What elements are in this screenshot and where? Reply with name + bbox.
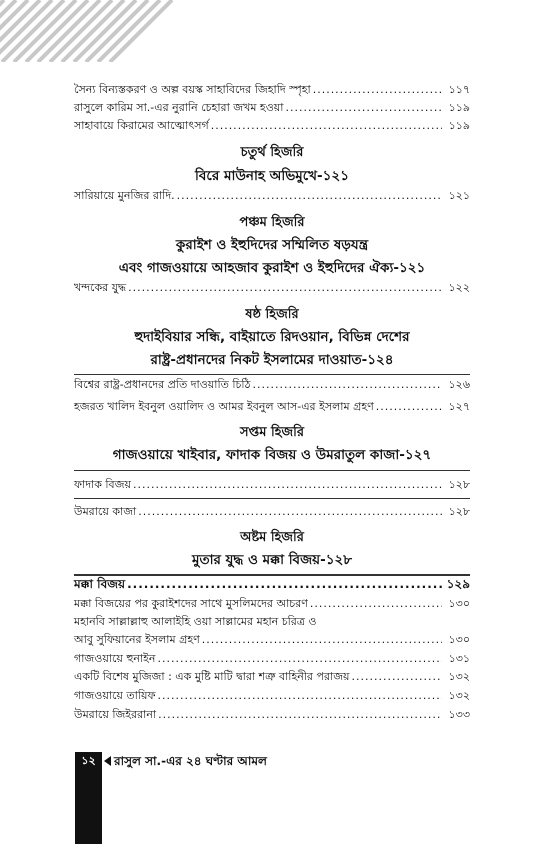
dot-leader [128, 279, 442, 296]
dot-leader [157, 650, 442, 667]
toc-entry-page: ১২৬ [448, 378, 470, 391]
toc-entry-title: আবু সুফিয়ানের ইসলাম গ্রহণ [74, 633, 200, 646]
toc-entry[interactable] [74, 398, 470, 415]
toc-entry[interactable] [74, 117, 470, 134]
dot-leader [211, 117, 442, 134]
toc-entry-page: ১২২ [448, 281, 470, 294]
section-5-label: পঞ্চম হিজরি [239, 215, 305, 230]
toc-entry-page: ১৩২ [448, 689, 470, 702]
toc-entry-title: খন্দকের যুদ্ধ [74, 281, 127, 294]
toc-entry-title: উমরায়ে জিইররানা [74, 708, 157, 721]
toc-entry-title: সৈন্য বিন্যস্তকরণ ও অল্প বয়স্ক সাহাবিদের জিহাদি স্পৃহা [74, 83, 311, 96]
dot-leader [310, 595, 442, 612]
page-number: ১২ [81, 754, 96, 767]
dot-leader [313, 81, 442, 98]
section-divider [74, 374, 470, 375]
toc-entry-page: ১১৯ [448, 119, 470, 132]
section-7-subtitle: গাজওয়ায়ে খাইবার, ফাদাক বিজয় ও উমরাতুল কাজা-১২৭ [112, 447, 432, 463]
toc-entry[interactable] [74, 668, 470, 685]
toc-entry-continued[interactable] [74, 613, 470, 630]
triangle-left-icon [104, 756, 111, 766]
running-book-title: রাসুল সা.-এর ২৪ ঘণ্টার আমল [114, 754, 267, 768]
toc-entry-title: মক্কা বিজয়ের পর কুরাইশদের সাথে মুসলিমদের আচরণ [74, 597, 308, 610]
toc-entry[interactable] [74, 476, 470, 493]
toc-entry-page: ১৩৩ [448, 708, 470, 721]
toc-entry[interactable] [74, 503, 470, 520]
dot-leader [133, 476, 442, 493]
section-7-label: সপ্তম হিজরি [239, 425, 305, 440]
section-divider [74, 470, 470, 471]
toc-entry[interactable] [74, 187, 470, 204]
toc-entry-title: মক্কা বিজয় [74, 577, 126, 591]
section-divider [74, 498, 470, 499]
toc-entry-title: ফাদাক বিজয় [74, 478, 131, 491]
toc-entry[interactable] [74, 376, 470, 393]
section-4-label: চতুর্থ হিজরি [240, 145, 304, 160]
section-6-label: ষষ্ঠ হিজরি [245, 307, 299, 322]
toc-entry-title: মহানবি সাল্লাল্লাহু আলাইহি ওয়া সাল্লামের মহান চরিত্র ও [74, 615, 317, 628]
dot-leader [177, 187, 442, 204]
section-8-label: অষ্টম হিজরি [240, 530, 304, 545]
toc-entry-title: সারিয়ায়ে মুনজির রাদি. [74, 189, 175, 202]
toc-entry-highlight[interactable] [74, 576, 470, 593]
toc-entry-title: বিশ্বের রাষ্ট্র-প্রধানদের প্রতি দাওয়াতি চিঠি [74, 378, 251, 391]
toc-entry[interactable] [74, 687, 470, 704]
toc-entry[interactable] [74, 706, 470, 723]
toc-entry-title: সাহাবায়ে কিরামের আত্মোৎসর্গ [74, 119, 209, 132]
toc-entry-title: উমরায়ে কাজা [74, 505, 137, 518]
section-5-subtitle-line1: কুরাইশ ও ইহুদিদের সম্মিলিত ষড়যন্ত্র [175, 237, 369, 253]
toc-entry-page: ১২৯ [446, 577, 470, 591]
dot-leader [376, 398, 442, 415]
toc-entry-page: ১২১ [448, 189, 470, 202]
section-8-subtitle: মুতার যুদ্ধ ও মক্কা বিজয়-১২৮ [191, 552, 353, 568]
toc-entry-page: ১৩১ [448, 652, 470, 665]
dot-leader [127, 576, 442, 593]
toc-entry-page: ১১৯ [448, 101, 470, 114]
toc-entry-page: ১২৭ [448, 400, 470, 413]
toc-entry-page: ১৩২ [448, 670, 470, 683]
dot-leader [158, 687, 442, 704]
section-5-subtitle-line2: এবং গাজওয়ায়ে আহজাব কুরাইশ ও ইহুদিদের ঐক্য-১২১ [118, 260, 426, 276]
toc-entry[interactable] [74, 81, 470, 98]
toc-entry[interactable] [74, 279, 470, 296]
dot-leader [352, 668, 442, 685]
dot-leader [252, 376, 442, 393]
toc-entry-page: ১২৮ [448, 505, 470, 518]
toc-entry[interactable] [74, 595, 470, 612]
toc-entry[interactable] [74, 631, 470, 648]
section-6-subtitle-line1: হুদাইবিয়ার সন্ধি, বাইয়াতে রিদওয়ান, বিভিন্ন দেশের [134, 329, 410, 345]
toc-entry[interactable] [74, 99, 470, 116]
toc-entry-title: গাজওয়ায়ে তায়িফ [74, 689, 156, 702]
toc-entry-title: গাজওয়ায়ে হুনাইন [74, 652, 156, 665]
dot-leader [158, 706, 442, 723]
toc-entry[interactable] [74, 650, 470, 667]
dot-leader [202, 631, 442, 648]
toc-entry-title: একটি বিশেষ মুজিজা : এক মুষ্টি মাটি দ্বারা শত্রু বাহিনীর পরাজয় [74, 670, 350, 683]
toc-entry-page: ১৩০ [448, 597, 470, 610]
section-4-subtitle: বিরে মাউনাহ অভিমুখে-১২১ [195, 168, 349, 184]
dot-leader [138, 503, 442, 520]
dot-leader [285, 99, 442, 116]
toc-entry-page: ১২৮ [448, 478, 470, 491]
section-6-subtitle-line2: রাষ্ট্র-প্রধানদের নিকট ইসলামের দাওয়াত-১২৪ [150, 352, 394, 368]
toc-entry-title: হজরত খালিদ ইবনুল ওয়ালিদ ও আমর ইবনুল আস-এর ইসলাম গ্রহণ [74, 400, 374, 413]
toc-entry-title: রাসুলে কারিম সা.-এর নুরানি চেহারা জখম হওয়া [74, 101, 284, 114]
toc-entry-page: ১১৭ [448, 83, 470, 96]
toc-entry-page: ১৩০ [448, 633, 470, 646]
